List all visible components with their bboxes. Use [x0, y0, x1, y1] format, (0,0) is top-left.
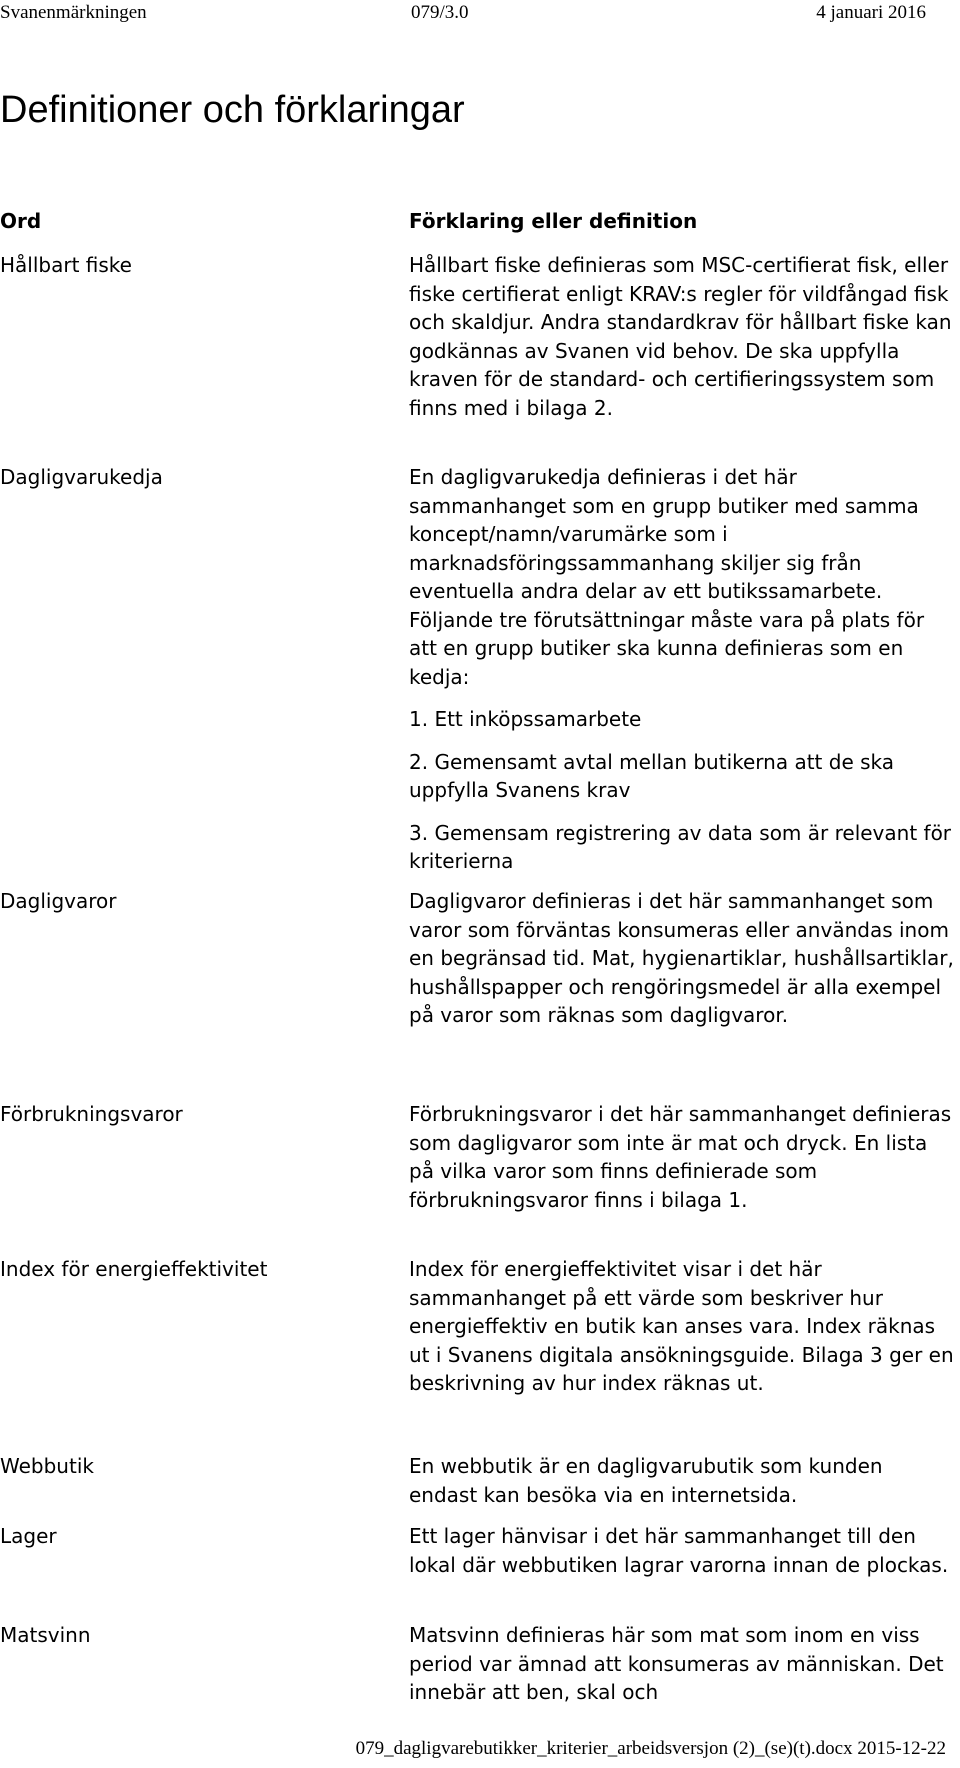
header-label: Svanenmärkningen: [0, 2, 147, 23]
definitions-table: [0, 207, 960, 1721]
definition-paragraph: Index för energieffektivitet visar i det här sammanhanget på ett värde som beskriver hur energieffektiv en butik kan anses vara. Index räknas ut i Svanens digitala ansökningsguide. Bilaga 3 ger en beskrivning av hur index räknas ut.: [409, 1257, 954, 1395]
definition-paragraph: Förbrukningsvaror i det här sammanhanget definieras som dagligvaror som inte är mat och dryck. En lista på vilka varor som finns definierade som förbrukningsvaror finns i bilaga 1.: [409, 1102, 952, 1212]
definition-paragraph: Dagligvaror definieras i det här sammanhanget som varor som förväntas konsumeras eller användas inom en begränsad tid. Mat, hygienartiklar, hushållsartiklar, hushållspapper och rengöringsmedel är alla exempel på varor som räknas som dagligvaror.: [409, 889, 954, 1027]
definition-row: [0, 1100, 960, 1255]
header-document-number: 079/3.0: [411, 2, 469, 23]
definition-paragraph: En webbutik är en dagligvarubutik som kunden endast kan besöka via en internetsida.: [409, 1454, 883, 1507]
definition-row: [0, 463, 960, 887]
definition-term: Webbutik: [0, 1454, 94, 1478]
column-header-definition: Förklaring eller definition: [409, 209, 698, 233]
definition-paragraph: En dagligvarukedja definieras i det här sammanhanget som en grupp butiker med samma koncept/namn/varumärke som i marknadsföringssammanhang skiljer sig från eventuella andra delar av ett butikssamarbete. Följande tre förutsättningar måste vara på plats för att en grupp butiker ska kunna definieras som en kedja:: [409, 465, 925, 689]
column-header-term: Ord: [0, 209, 42, 233]
list-item: 2. Gemensamt avtal mellan butikerna att de ska uppfylla Svanens krav: [409, 749, 895, 802]
definition-row: [0, 251, 960, 463]
definition-row: [0, 1621, 960, 1721]
list-item: 3. Gemensam registrering av data som är relevant för kriterierna: [409, 820, 952, 873]
definition-text: [409, 1621, 954, 1707]
definition-term: Index för energieffektivitet: [0, 1257, 268, 1281]
definition-text: [409, 1255, 954, 1398]
header-date: 4 januari 2016: [816, 2, 926, 23]
definition-row: [0, 887, 960, 1100]
definition-term: Matsvinn: [0, 1623, 91, 1647]
definition-text: [409, 251, 954, 422]
list-item: 1. Ett inköpssamarbete: [409, 707, 642, 731]
definition-row: [0, 1255, 960, 1452]
page-header: [0, 0, 960, 28]
definition-text: [409, 887, 954, 1030]
page-footer: 079_dagligvarebutikker_kriterier_arbeidsversjon (2)_(se)(t).docx 2015-12-22: [355, 1738, 946, 1759]
definition-text: [409, 1522, 954, 1579]
definition-row: [0, 1522, 960, 1621]
definition-text: [409, 1452, 954, 1509]
definition-term: Hållbart fiske: [0, 253, 132, 277]
definition-term: Dagligvarukedja: [0, 465, 163, 489]
definition-term: Förbrukningsvaror: [0, 1102, 183, 1126]
definition-term: Lager: [0, 1524, 57, 1548]
definition-row: [0, 1452, 960, 1522]
definition-paragraph: Hållbart fiske definieras som MSC-certifierat fisk, eller fiske certifierat enligt KRAV:s regler för vildfångad fisk och skaldjur. Andra standardkrav för hållbart fiske kan godkännas av Svanen vid behov. De ska uppfylla kraven för de standard- och certifieringssystem som finns med i bilaga 2.: [409, 253, 952, 420]
page-title: Definitioner och förklaringar: [0, 89, 465, 131]
definition-paragraph: Ett lager hänvisar i det här sammanhanget till den lokal där webbutiken lagrar varorna innan de plockas.: [409, 1524, 949, 1577]
definition-text: [409, 1100, 954, 1214]
definition-paragraph: Matsvinn definieras här som mat som inom en viss period var ämnad att konsumeras av människan. Det innebär att ben, skal och: [409, 1623, 944, 1704]
definition-text: [409, 463, 954, 876]
definition-term: Dagligvaror: [0, 889, 117, 913]
table-header-row: [0, 207, 960, 251]
